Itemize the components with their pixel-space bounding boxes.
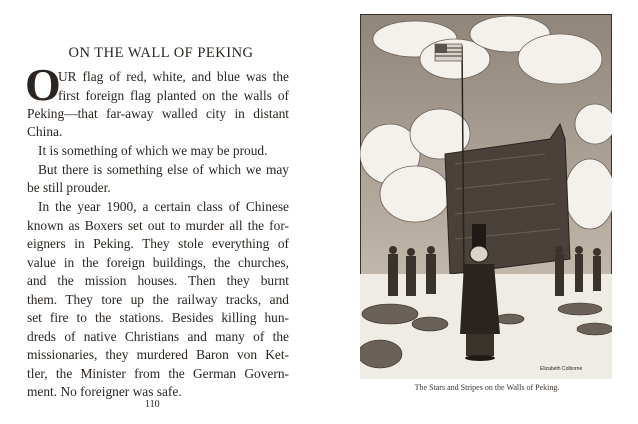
text-line: value in the foreign buildings, the churches, [27, 255, 289, 270]
text-line: It is something of which we may be proud. [38, 143, 268, 158]
text-line: In the year 1900, a certain class of Chinese [38, 199, 289, 214]
text-line: be still prouder. [27, 180, 111, 195]
text-line: missionaries, they murdered Baron von Ket- [27, 347, 289, 362]
drop-cap: O [25, 59, 61, 110]
illustration-signature: Elizabeth Colborne [540, 366, 583, 372]
illustration-caption: The Stars and Stripes on the Walls of Peking. [414, 383, 560, 392]
text-line: set fire to the stations. Besides killing hun- [27, 310, 289, 325]
text-line: tler, the Minister from the German Govern- [27, 366, 289, 381]
text-line: first foreign flag planted on the walls of [58, 88, 289, 103]
text-line: But there is something else of which we may [38, 162, 289, 177]
text-line: ment. No foreigner was safe. [27, 384, 182, 399]
page-title: ON THE WALL OF PEKING [68, 45, 254, 61]
text-line: and the mission houses. Then they burnt [27, 273, 289, 288]
text-line: them. They tore up the railway tracks, and [27, 292, 289, 307]
illustration [360, 14, 612, 379]
page-number: 110 [145, 399, 160, 410]
text-line: dreds of native Christians and many of the [27, 329, 289, 344]
flag-icon [435, 44, 462, 61]
text-line: eigners in Peking. They stole everything of [27, 236, 289, 251]
text-line: UR flag of red, white, and blue was the [58, 69, 289, 84]
text-line: Peking—that far-away walled city in distant [27, 106, 289, 121]
text-line: known as Boxers set out to murder all the for- [27, 218, 289, 233]
text-line: China. [27, 124, 63, 139]
